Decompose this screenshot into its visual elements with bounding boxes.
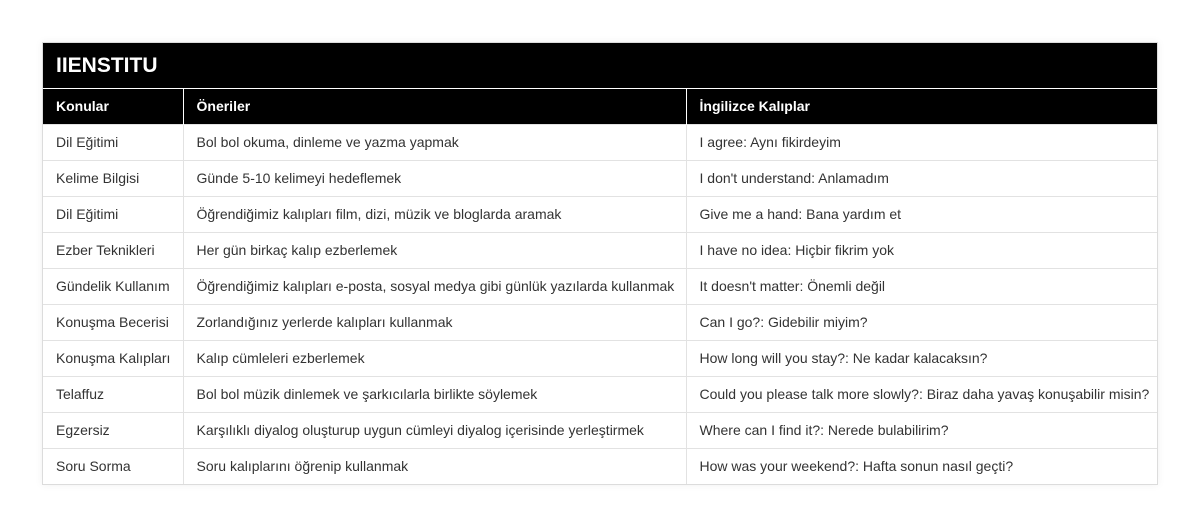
cell-oneri: Karşılıklı diyalog oluşturup uygun cümleyi diyalog içerisinde yerleştirmek [183,412,686,448]
column-header-ingilizce-kaliplar: İngilizce Kalıplar [686,89,1157,124]
cell-kalip: I don't understand: Anlamadım [686,160,1157,196]
table-row [43,160,1157,196]
header-row [43,89,1157,124]
cell-kalip: How was your weekend?: Hafta sonun nasıl geçti? [686,448,1157,484]
cell-oneri: Kalıp cümleleri ezberlemek [183,340,686,376]
cell-oneri: Her gün birkaç kalıp ezberlemek [183,232,686,268]
cell-oneri: Öğrendiğimiz kalıpları film, dizi, müzik ve bloglarda aramak [183,196,686,232]
table-row [43,376,1157,412]
cell-oneri: Bol bol okuma, dinleme ve yazma yapmak [183,124,686,160]
cell-konu: Konuşma Becerisi [43,304,183,340]
cell-konu: Telaffuz [43,376,183,412]
data-table [42,42,1158,485]
table-row [43,304,1157,340]
table-title: IIENSTITU [43,43,1157,89]
cell-kalip: I agree: Aynı fikirdeyim [686,124,1157,160]
table-row [43,448,1157,484]
cell-kalip: Could you please talk more slowly?: Biraz daha yavaş konuşabilir misin? [686,376,1157,412]
table-row [43,196,1157,232]
cell-oneri: Zorlandığınız yerlerde kalıpları kullanmak [183,304,686,340]
cell-oneri: Öğrendiğimiz kalıpları e-posta, sosyal medya gibi günlük yazılarda kullanmak [183,268,686,304]
cell-kalip: I have no idea: Hiçbir fikrim yok [686,232,1157,268]
cell-konu: Ezber Teknikleri [43,232,183,268]
table-row [43,268,1157,304]
cell-konu: Dil Eğitimi [43,196,183,232]
table-row [43,412,1157,448]
cell-kalip: Can I go?: Gidebilir miyim? [686,304,1157,340]
cell-konu: Egzersiz [43,412,183,448]
column-header-konular: Konular [43,89,183,124]
cell-oneri: Soru kalıplarını öğrenip kullanmak [183,448,686,484]
column-header-oneriler: Öneriler [183,89,686,124]
cell-konu: Dil Eğitimi [43,124,183,160]
table-grid [43,89,1157,484]
table-row [43,124,1157,160]
table-row [43,340,1157,376]
cell-kalip: How long will you stay?: Ne kadar kalacaksın? [686,340,1157,376]
cell-konu: Gündelik Kullanım [43,268,183,304]
cell-oneri: Günde 5-10 kelimeyi hedeflemek [183,160,686,196]
cell-konu: Kelime Bilgisi [43,160,183,196]
cell-konu: Konuşma Kalıpları [43,340,183,376]
cell-kalip: It doesn't matter: Önemli değil [686,268,1157,304]
cell-kalip: Where can I find it?: Nerede bulabilirim? [686,412,1157,448]
table-row [43,232,1157,268]
cell-konu: Soru Sorma [43,448,183,484]
cell-oneri: Bol bol müzik dinlemek ve şarkıcılarla birlikte söylemek [183,376,686,412]
cell-kalip: Give me a hand: Bana yardım et [686,196,1157,232]
